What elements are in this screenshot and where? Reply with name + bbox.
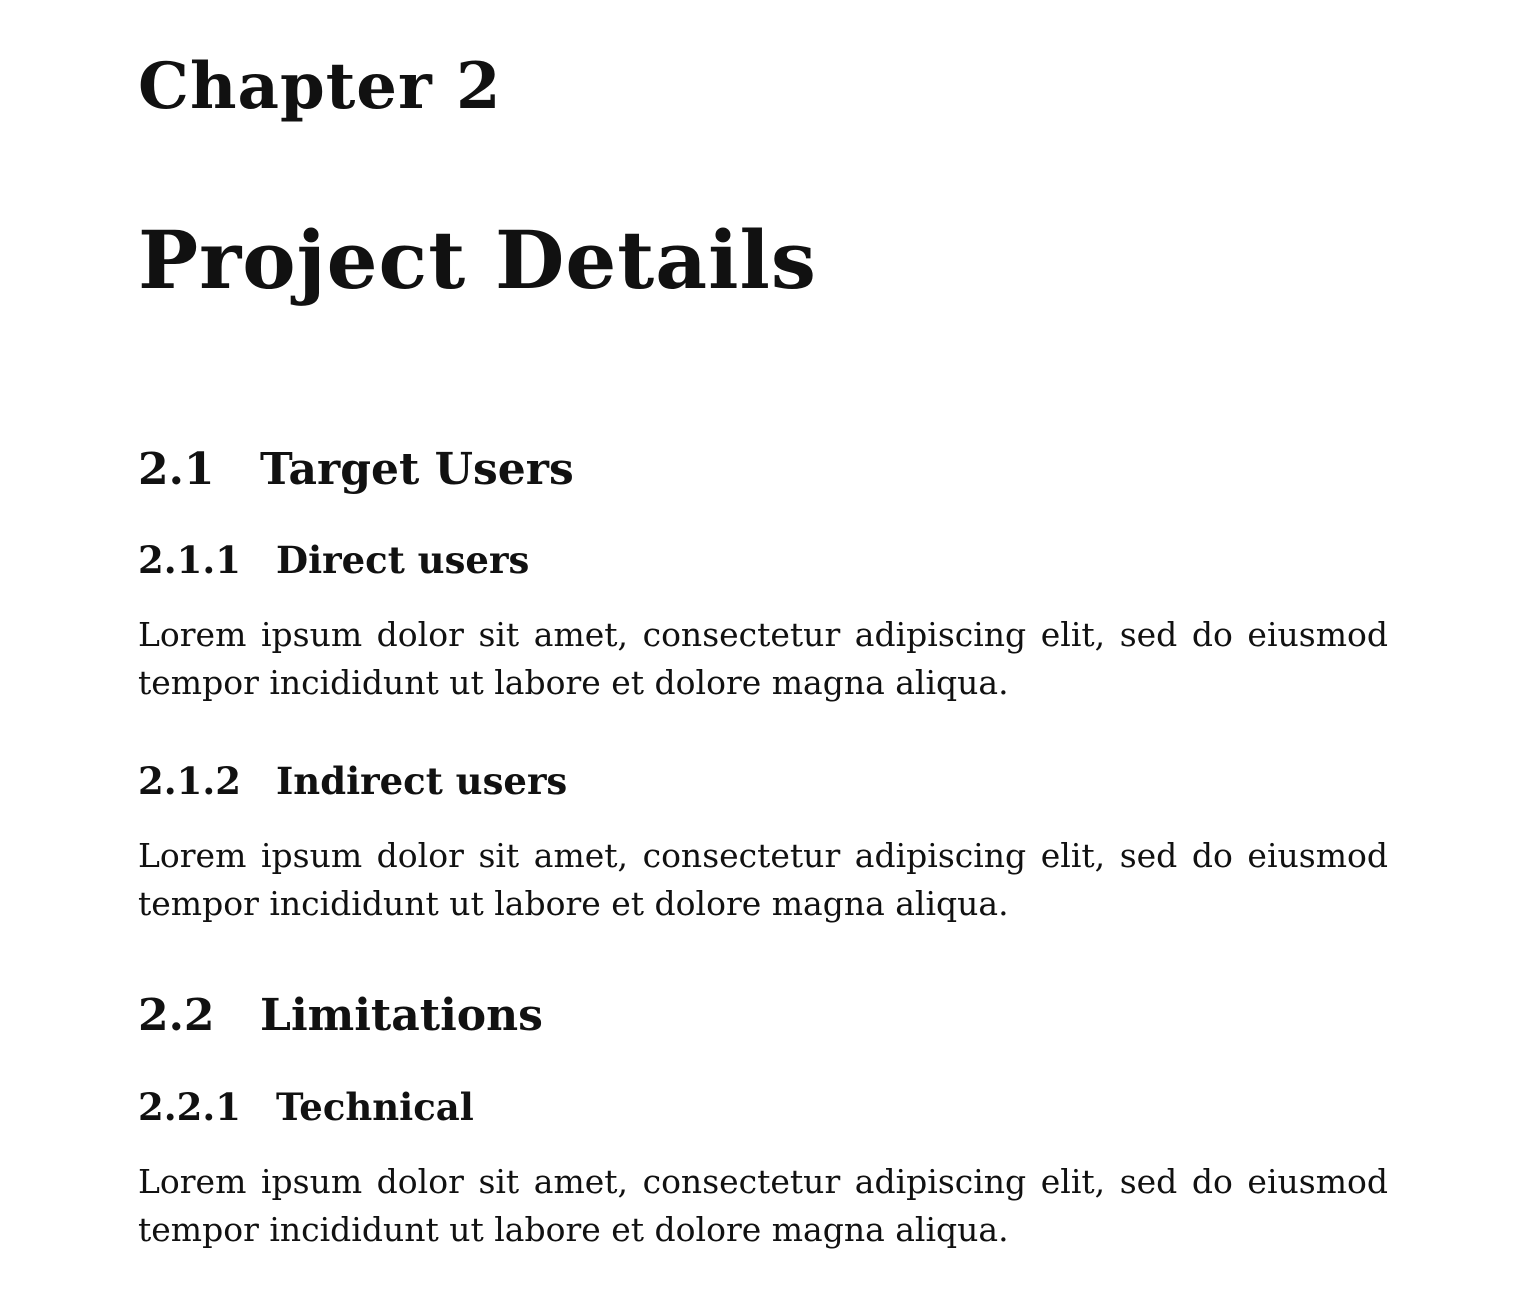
subsection-heading-technical (138, 1085, 474, 1129)
paragraph-technical (138, 1158, 1388, 1254)
subsection-title: Indirect users (276, 759, 568, 803)
subsection-number: 2.2.1 (138, 1085, 241, 1129)
subsection-heading-direct-users (138, 538, 529, 582)
subsection-number: 2.1.2 (138, 759, 241, 803)
subsection-title: Direct users (276, 538, 530, 582)
section-heading-target-users (138, 444, 574, 497)
chapter-label: Chapter 2 (138, 49, 502, 124)
paragraph-direct-users (138, 611, 1388, 707)
section-heading-limitations (138, 990, 543, 1043)
subsection-title: Technical (276, 1085, 474, 1129)
subsection-heading-indirect-users (138, 759, 567, 803)
paragraph-line: Lorem ipsum dolor sit amet, consectetur adipiscing elit, sed do eiusmod (138, 836, 1388, 875)
section-title: Target Users (260, 444, 574, 495)
subsection-number: 2.1.1 (138, 538, 241, 582)
paragraph-line: Lorem ipsum dolor sit amet, consectetur adipiscing elit, sed do eiusmod (138, 615, 1388, 654)
section-title: Limitations (260, 990, 543, 1041)
paragraph-line: tempor incididunt ut labore et dolore magna aliqua. (138, 663, 1009, 702)
section-number: 2.1 (138, 444, 215, 495)
paragraph-line: Lorem ipsum dolor sit amet, consectetur adipiscing elit, sed do eiusmod (138, 1162, 1388, 1201)
chapter-title: Project Details (138, 213, 817, 307)
section-number: 2.2 (138, 990, 215, 1041)
paragraph-line: tempor incididunt ut labore et dolore magna aliqua. (138, 1210, 1009, 1249)
paragraph-line: tempor incididunt ut labore et dolore magna aliqua. (138, 884, 1009, 923)
paragraph-indirect-users (138, 832, 1388, 928)
